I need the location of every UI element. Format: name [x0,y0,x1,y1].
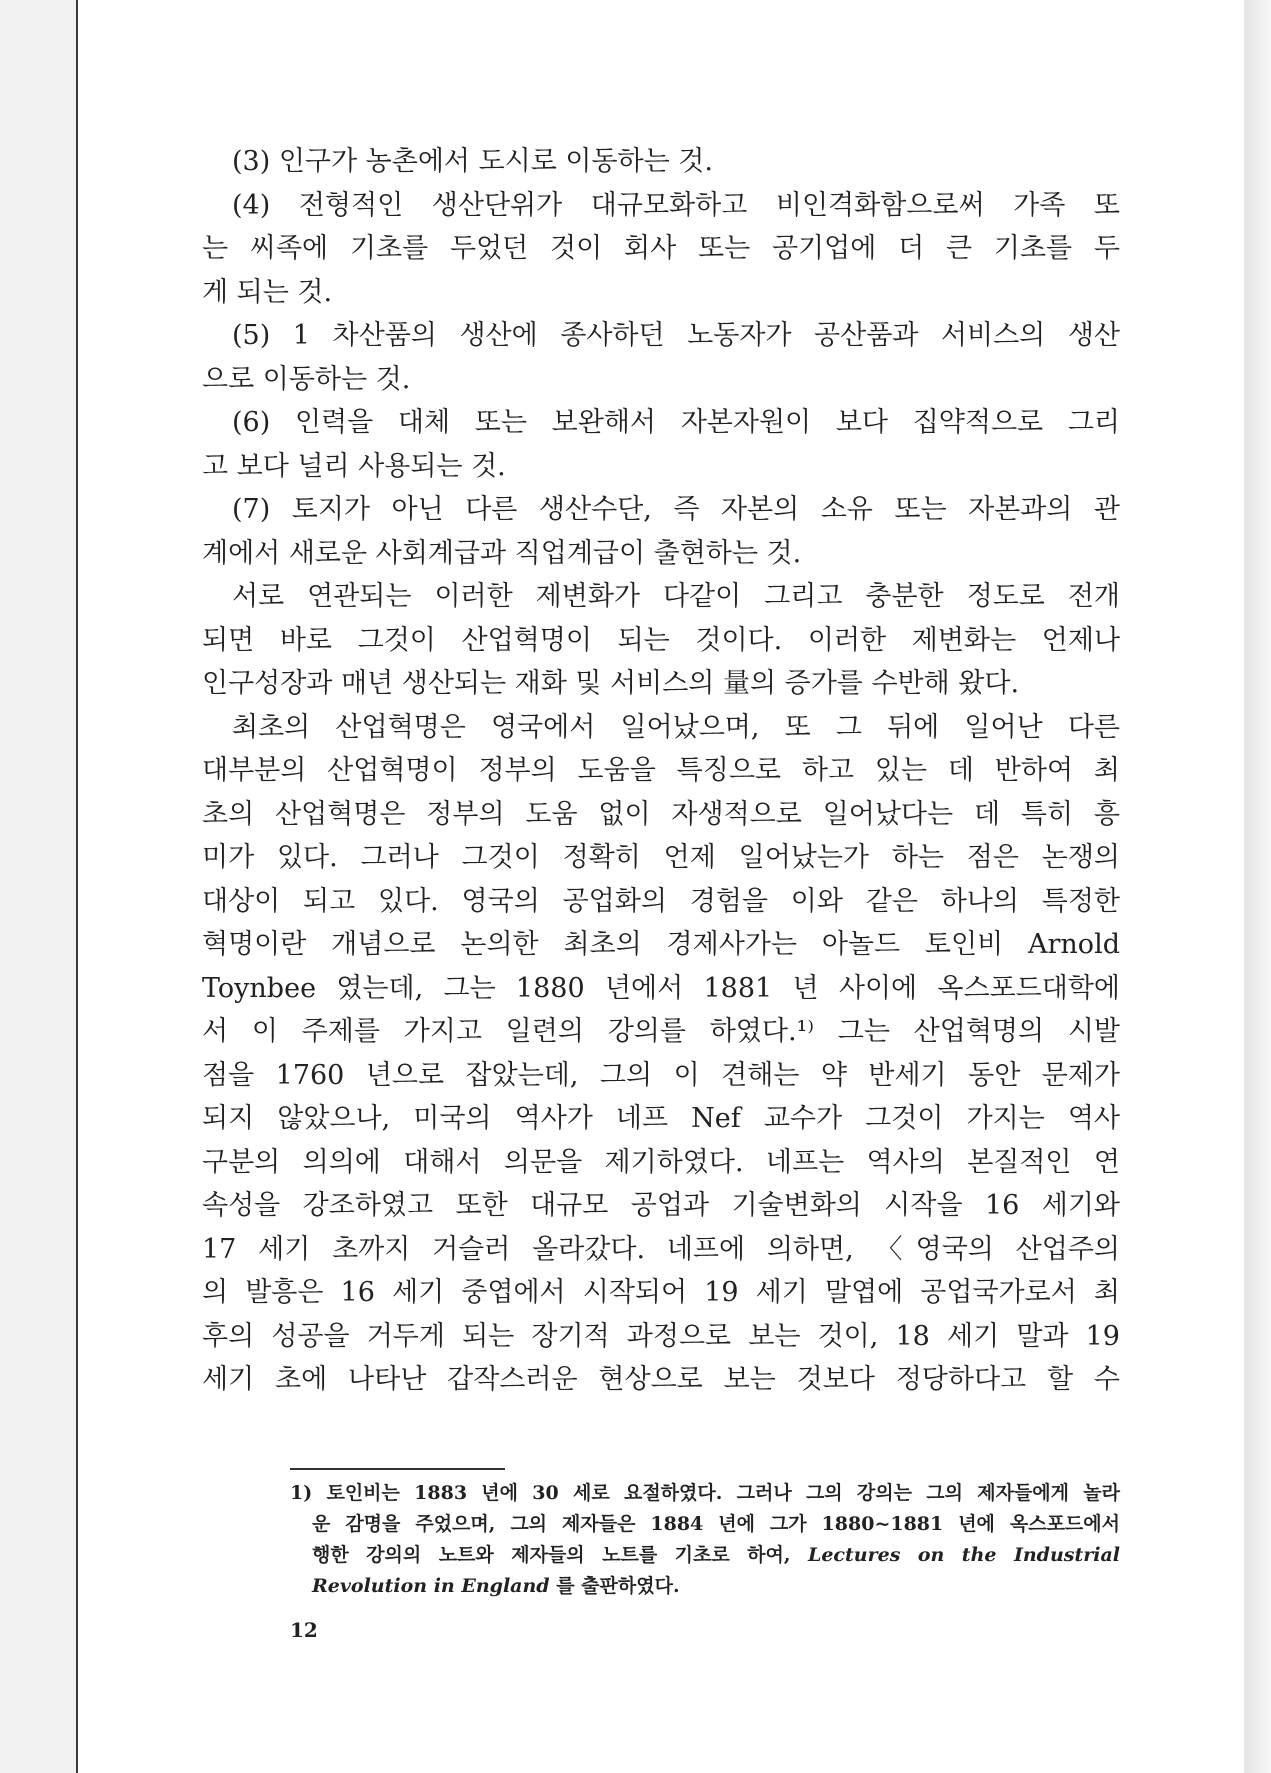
text-line: (7) 토지가 아닌 다른 생산수단, 즉 자본의 소유 또는 자본과의 관 [232,494,1120,525]
footnote-text: 행한 강의의 노트와 제자들의 노트를 기초로 하여, [312,1544,791,1566]
text-line: 계에서 새로운 사회계급과 직업계급이 출현하는 것. [202,537,802,569]
page-edge-shadow [1244,0,1271,1773]
text-line: (6) 인력을 대체 또는 보완해서 자본자원이 보다 집약적으로 그리 [232,407,1120,438]
text-line: 혁명이란 개념으로 논의한 최초의 경제사가는 아놀드 토인비 Arnold [202,929,1120,960]
text-line: (5) 1 차산품의 생산에 종사하던 노동자가 공산품과 서비스의 생산 [232,320,1120,351]
footnote-line: 1) 토인비는 1883 년에 30 세로 요절하였다. 그러나 그의 강의는 그의 제자들에게 놀라 [290,1482,1120,1504]
text-line: 미가 있다. 그러나 그것이 정확히 언제 일어났는가 하는 점은 논쟁의 [202,842,1120,873]
footnote [290,1478,1120,1602]
text-line: 으로 이동하는 것. [202,363,411,395]
text-line: 대상이 되고 있다. 영국의 공업화의 경험을 이와 같은 하나의 특정한 [202,885,1120,917]
text-line: 게 되는 것. [202,276,333,308]
text-line: 는 씨족에 기초를 두었던 것이 회사 또는 공기업에 더 큰 기초를 두 [202,233,1120,264]
body-text [202,140,1120,1402]
text-line: 되면 바로 그것이 산업혁명이 되는 것이다. 이러한 제변화는 언제나 [202,624,1120,656]
footnote-rule [290,1468,505,1470]
text-line: 세기 초에 나타난 갑작스러운 현상으로 보는 것보다 정당하다고 할 수 [202,1364,1120,1395]
text-line: 서 이 주제를 가지고 일련의 강의를 하였다.¹⁾ 그는 산업혁명의 시발 [202,1016,1120,1047]
footnote-line [290,1540,1120,1571]
text-line: 인구성장과 매년 생산되는 재화 및 서비스의 量의 증가를 수반해 왔다. [202,668,1020,699]
text-line: 최초의 산업혁명은 영국에서 일어났으며, 또 그 뒤에 일어난 다른 [232,711,1120,743]
page-number: 12 [290,1618,318,1642]
footnote-line [290,1571,1120,1602]
text-line: 구분의 의의에 대해서 의문을 제기하였다. 네프는 역사의 본질적인 연 [202,1146,1120,1178]
text-line: 점을 1760 년으로 잡았는데, 그의 이 견해는 약 반세기 동안 문제가 [202,1059,1120,1091]
footnote-line: 운 감명을 주었으며, 그의 제자들은 1884 년에 그가 1880~1881 년에 옥스포드에서 [312,1513,1120,1535]
text-line: 대부분의 산업혁명이 정부의 도움을 특징으로 하고 있는 데 반하여 최 [202,755,1120,786]
text-line: 17 세기 초까지 거슬러 올라갔다. 네프에 의하면, 〈영국의 산업주의 [202,1233,1120,1265]
text-line: 속성을 강조하였고 또한 대규모 공업과 기술변화의 시작을 16 세기와 [202,1190,1120,1221]
text-line: 의 발흥은 16 세기 중엽에서 시작되어 19 세기 말엽에 공업국가로서 최 [202,1277,1120,1308]
text-line: 고 보다 널리 사용되는 것. [202,450,506,482]
text-line: 되지 않았으나, 미국의 역사가 네프 Nef 교수가 그것이 가지는 역사 [202,1103,1120,1134]
footnote-text: 를 출판하였다. [556,1575,680,1597]
text-line: (3) 인구가 농촌에서 도시로 이동하는 것. [232,146,713,177]
text-line: 후의 성공을 거두게 되는 장기적 과정으로 보는 것이, 18 세기 말과 19 [202,1320,1120,1352]
text-line: 서로 연관되는 이러한 제변화가 다같이 그리고 충분한 정도로 전개 [232,581,1120,612]
footnote-book-title: Revolution in England [312,1575,550,1597]
text-line: (4) 전형적인 생산단위가 대규모화하고 비인격화함으로써 가족 또 [232,189,1120,221]
text-line: Toynbee 였는데, 그는 1880 년에서 1881 년 사이에 옥스포드대학에 [202,972,1120,1004]
text-line: 초의 산업혁명은 정부의 도움 없이 자생적으로 일어났다는 데 특히 흥 [202,798,1120,830]
footnote-book-title: Lectures on the Industrial [807,1544,1120,1566]
